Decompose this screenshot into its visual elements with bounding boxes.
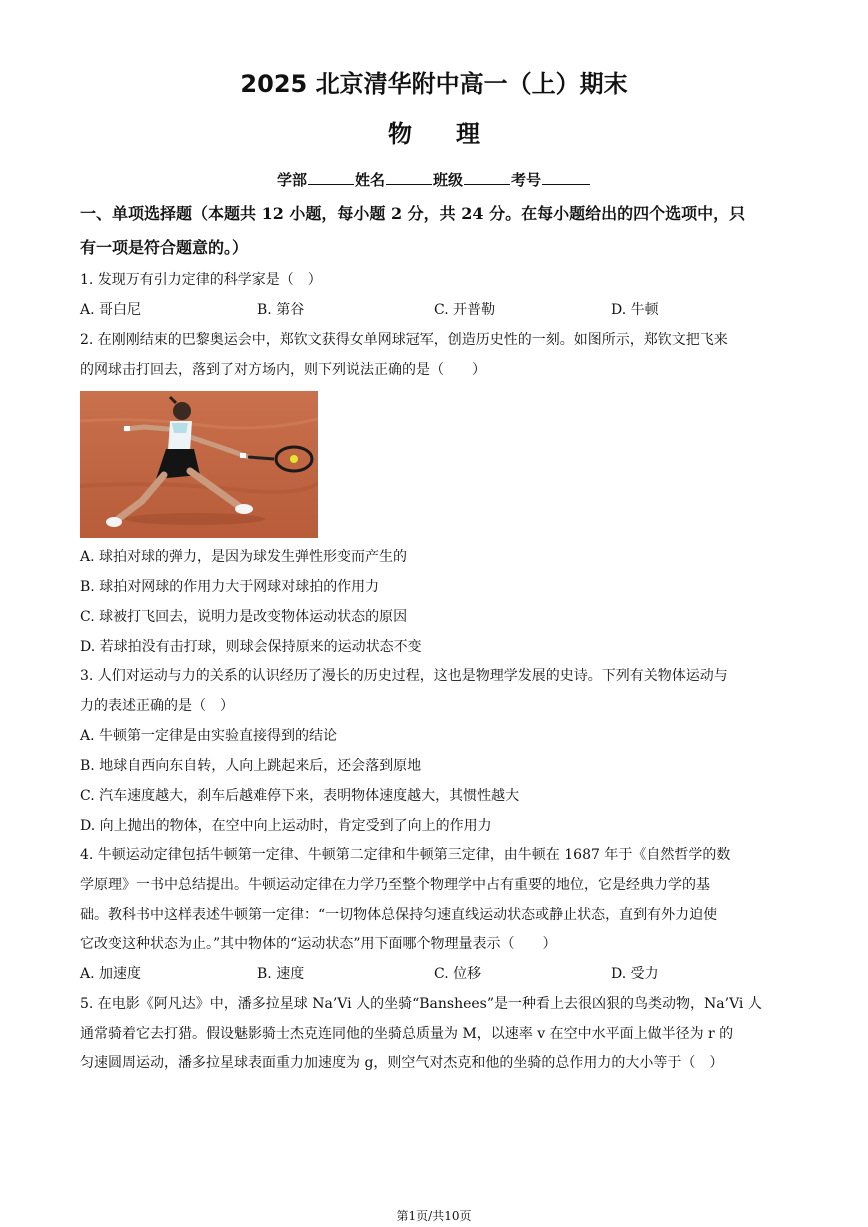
- dept-blank: [308, 170, 354, 185]
- q1-option-c: C. 开普勒: [434, 302, 496, 318]
- q2-option-a: A. 球拍对球的弹力，是因为球发生弹性形变而产生的: [80, 549, 408, 565]
- q1-option-d: D. 牛顿: [611, 302, 659, 318]
- q4-option-a: A. 加速度: [80, 966, 142, 982]
- class-label: 班级: [433, 171, 464, 189]
- q4-option-d: D. 受力: [611, 966, 659, 982]
- q2-option-b: B. 球拍对网球的作用力大于网球对球拍的作用力: [80, 579, 380, 595]
- q4-stem-line3: 础。教科书中这样表述牛顿第一定律：“一切物体总保持匀速直线运动状态或静止状态，直到有外力迫使: [80, 907, 718, 923]
- exam-title: 2025 北京清华附中高一（上）期末: [240, 70, 628, 98]
- student-info-line: [0, 170, 868, 190]
- name-label: 姓名: [354, 171, 385, 189]
- section-heading-line2: 有一项是符合题意的。）: [80, 238, 249, 257]
- q5-stem-line2: 通常骑着它去打猎。假设魅影骑士杰克连同他的坐骑总质量为 M，以速率 v 在空中水平面上做半径为 r 的: [80, 1026, 734, 1042]
- exam-no-label: 考号: [511, 171, 542, 189]
- q4-stem-line4: 它改变这种状态为止。”其中物体的“运动状态”用下面哪个物理量表示（ ）: [80, 936, 557, 952]
- q2-option-d: D. 若球拍没有击打球，则球会保持原来的运动状态不变: [80, 639, 422, 655]
- q4-option-c: C. 位移: [434, 966, 482, 982]
- q5-stem-line1: 5. 在电影《阿凡达》中，潘多拉星球 Na’Vi 人的坐骑“Banshees”是一种看上去很凶狠的鸟类动物，Na’Vi 人: [80, 996, 762, 1012]
- q3-stem-line1: 3. 人们对运动与力的关系的认识经历了漫长的历史过程，这也是物理学发展的史诗。下列有关物体运动与: [80, 668, 728, 684]
- q4-option-b: B. 速度: [257, 966, 305, 982]
- subject-title: 物理: [388, 120, 524, 148]
- page-number: 第1页/共10页: [396, 1209, 472, 1223]
- dept-label: 学部: [276, 171, 307, 189]
- q3-option-c: C. 汽车速度越大，刹车后越难停下来，表明物体速度越大，其惯性越大: [80, 788, 520, 804]
- q3-option-a: A. 牛顿第一定律是由实验直接得到的结论: [80, 728, 338, 744]
- q3-stem-line2: 力的表述正确的是（ ）: [80, 698, 234, 714]
- q2-stem-line1: 2. 在刚刚结束的巴黎奥运会中，郑钦文获得女单网球冠军，创造历史性的一刻。如图所示，郑钦文把飞来: [80, 332, 728, 348]
- q2-option-c: C. 球被打飞回去，说明力是改变物体运动状态的原因: [80, 609, 408, 625]
- q4-stem-line1: 4. 牛顿运动定律包括牛顿第一定律、牛顿第二定律和牛顿第三定律，由牛顿在 1687 年于《自然哲学的数: [80, 847, 731, 863]
- q1-option-b: B. 第谷: [257, 302, 305, 318]
- q1-stem: 1. 发现万有引力定律的科学家是（ ）: [80, 272, 322, 288]
- exam-no-blank: [542, 170, 590, 185]
- q1-option-a: A. 哥白尼: [80, 302, 142, 318]
- q5-stem-line3: 匀速圆周运动，潘多拉星球表面重力加速度为 g，则空气对杰克和他的坐骑的总作用力的大小等于（ ）: [80, 1055, 724, 1071]
- tennis-player-photo: [80, 391, 318, 538]
- q2-stem-line2: 的网球击打回去，落到了对方场内，则下列说法正确的是（ ）: [80, 362, 486, 378]
- q4-stem-line2: 学原理》一书中总结提出。牛顿运动定律在力学乃至整个物理学中占有重要的地位，它是经典力学的基: [80, 877, 710, 893]
- section-heading-line1: 一、单项选择题（本题共 12 小题，每小题 2 分，共 24 分。在每小题给出的四个选项中，只: [80, 204, 746, 223]
- q3-option-b: B. 地球自西向东自转，人向上跳起来后，还会落到原地: [80, 758, 422, 774]
- q3-option-d: D. 向上抛出的物体，在空中向上运动时，肯定受到了向上的作用力: [80, 818, 492, 834]
- class-blank: [464, 170, 510, 185]
- name-blank: [386, 170, 432, 185]
